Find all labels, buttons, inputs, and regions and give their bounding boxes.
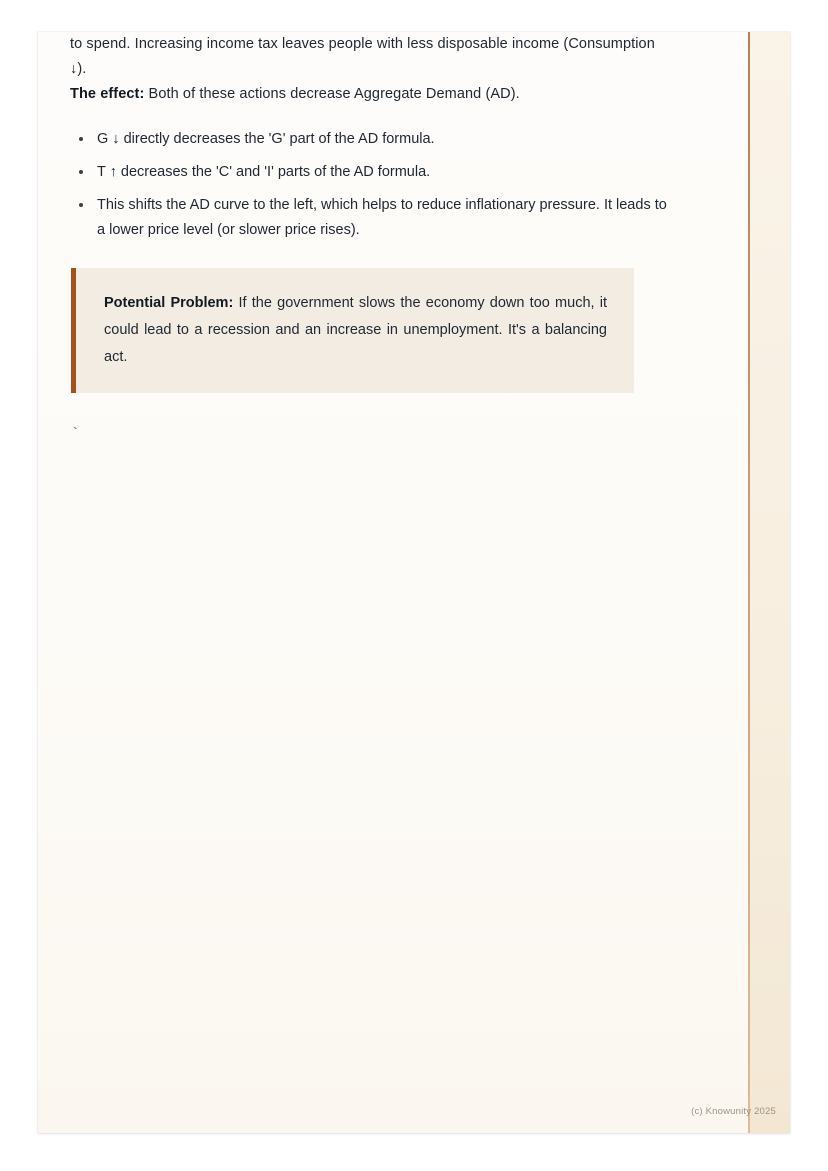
footer-credit: (c) Knowunity 2025 (691, 1106, 776, 1117)
effect-paragraph (70, 82, 670, 107)
stray-backtick-mark: ` (71, 426, 80, 442)
list-item: This shifts the AD curve to the left, which helps to reduce inflationary pressure. It leads to a lower price level (or slower price rises). (70, 193, 670, 243)
list-item: T ↑ decreases the 'C' and 'I' parts of the AD formula. (70, 160, 670, 185)
document-content (70, 32, 670, 442)
effect-label: The effect: (70, 86, 145, 102)
callout-text: If the government slows the economy down too much, it could lead to a recession and an increase in unemployment. It's a balancing act. (104, 295, 607, 365)
page-right-band (750, 32, 790, 1133)
bullet-list (70, 127, 670, 243)
paragraph-continuation: to spend. Increasing income tax leaves people with less disposable income (Consumption ↓). (70, 36, 655, 77)
page-spine-line (748, 32, 750, 1133)
document-page (38, 32, 790, 1133)
effect-text: Both of these actions decrease Aggregate Demand (AD). (144, 86, 520, 102)
list-item: G ↓ directly decreases the 'G' part of the AD formula. (70, 127, 670, 152)
callout-label: Potential Problem: (104, 295, 234, 311)
callout-paragraph (104, 290, 607, 371)
potential-problem-callout (71, 268, 634, 393)
